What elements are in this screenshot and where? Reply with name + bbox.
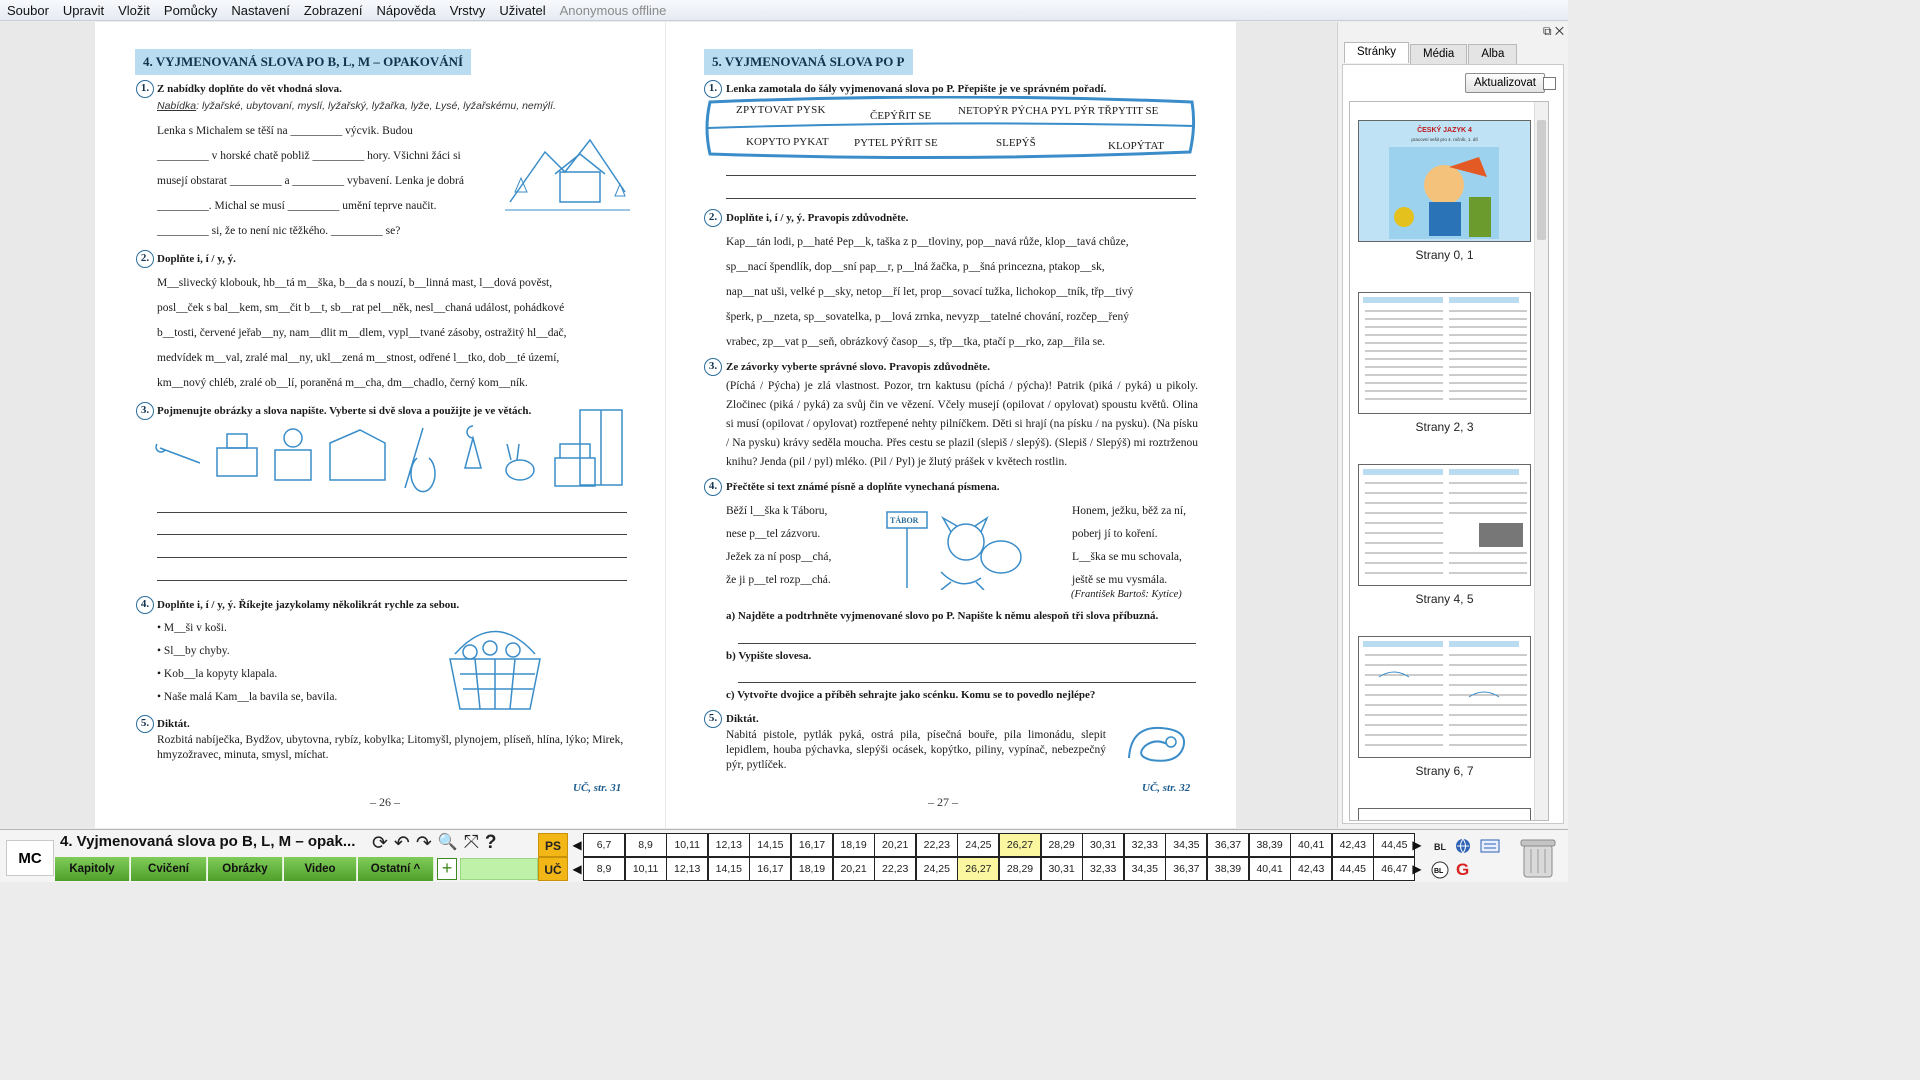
prev-arrow-icon[interactable]: ◀ (572, 862, 582, 876)
nav-other[interactable]: Ostatní ^ (358, 857, 434, 881)
subtask-b: b) Vypište slovesa. (726, 650, 812, 662)
redo-icon[interactable]: ↷ (415, 833, 432, 854)
menu-bar (0, 0, 1568, 21)
cover-illustration (1389, 147, 1499, 239)
nav-exercises[interactable]: Cvičení (131, 857, 207, 881)
page-range-cell[interactable]: 40,41 (1249, 857, 1291, 881)
task-number: 5. (704, 710, 722, 728)
fit-screen-icon[interactable]: ⤧ (463, 832, 479, 853)
dictation-text: Rozbitá nabíječka, Bydžov, ubytovna, rybíz, kobylka; Litomyšl, plynojem, plíseň, hlína, lýko; Mirek, hmyzožravec, minuta, smysl, míchat. (157, 734, 624, 761)
page-range-cell[interactable]: 6,7 (583, 833, 625, 857)
nav-images[interactable]: Obrázky (208, 857, 283, 881)
task-instruction: Doplňte i, í / y, ý. Pravopis zdůvodněte. (726, 212, 909, 224)
text-line: medvídek m__val, zralé mal__ny, ukl__zená m__stnost, odřené l__tko, dob__té území, (157, 352, 560, 364)
page-range-cell[interactable]: 14,15 (749, 833, 791, 857)
page-range-cell[interactable]: 28,29 (1041, 833, 1083, 857)
page-range-cell[interactable]: 46,47 (1373, 857, 1415, 881)
textbook-reference: UČ, str. 32 (1142, 782, 1191, 794)
menu-zobrazeni[interactable]: Zobrazení (303, 2, 363, 18)
add-button[interactable]: + (437, 858, 457, 880)
text-line: _________ si, že to není nic těžkého. _________ se? (157, 225, 401, 237)
song-line: nese p__tel zázvoru. (726, 528, 821, 540)
page-number: – 27 – (928, 795, 958, 809)
task-text (157, 617, 337, 709)
task-instruction: Ze závorky vyberte správné slovo. Pravopis zdůvodněte. (726, 361, 990, 373)
page-range-cell[interactable]: 42,43 (1332, 833, 1374, 857)
thumbnail-scrollbar[interactable] (1534, 102, 1548, 820)
offer-words: : lyžařské, ubytovaní, myslí, lyžařský, lyžařka, lyže, Lysé, lyžařskému, nemýlí. (196, 100, 556, 112)
menu-napoveda[interactable]: Nápověda (376, 2, 436, 18)
song-line: že ji p__tel rozp__chá. (726, 574, 831, 586)
task-text: (Píchá / Pýcha) je zlá vlastnost. Pozor, trn kaktusu (píchá / pýcha)! Patrik (piká / pyká) u pikoly. Zločinec (piká / pyká) za svůj čin ve vězení. Včely musejí (opilovat / opylovat) spoustu květů. Olina si musí (opilovat / opylovat) roztřepené nehty pilníčkem. Děti si hrají (na písku / na pysku). (Na písku / Na pysku) krávy seděla moucha. Přes cestu se plazil (slepiš / slepýš). (Slepiš / Slepýš) mi roztrženou knihu? Jenda (pil / pyl) mléko. (Pil / Pyl) je žlutý prášek v květech rostlin. (726, 380, 1198, 468)
thumbnail-label: Strany 6, 7 (1415, 764, 1474, 778)
page-range-cell[interactable]: 10,11 (625, 857, 667, 881)
section-title: 4. VYJMENOVANÁ SLOVA PO B, L, M – OPAKOVÁNÍ (135, 49, 471, 75)
task-number: 5. (136, 715, 154, 733)
scarf-word: NETOPÝR PÝCHA PYL PÝR TŘPYTIT SE (958, 105, 1159, 117)
answer-line[interactable] (726, 198, 1196, 199)
text-line: Lenka s Michalem se těší na _________ výcvik. Budou (157, 125, 413, 137)
thumbnail-pages-4-5[interactable] (1358, 464, 1531, 586)
answer-line[interactable] (157, 580, 627, 581)
page-range-cell[interactable]: 38,39 (1207, 857, 1249, 881)
text-line: posl__ček s bal__kem, sm__čit b__t, sb__rat pel__něk, nesl__chaná událost, pohádkové (157, 302, 565, 314)
page-range-cell[interactable]: 40,41 (1290, 833, 1332, 857)
g-icon[interactable]: G (1456, 860, 1470, 879)
pages-panel (1342, 64, 1564, 824)
song-line: Honem, ježku, běž za ní, (1072, 505, 1186, 517)
page-range-cell[interactable]: 14,15 (708, 857, 750, 881)
page-range-cell[interactable]: 34,35 (1124, 857, 1166, 881)
text-line: km__nový chléb, zralé ob__lí, poraněná m__cha, dm__chadlo, černý kom__ník. (157, 377, 528, 389)
next-arrow-icon[interactable]: ▶ (1412, 862, 1422, 876)
page-viewer[interactable] (0, 22, 1336, 828)
task-number: 1. (136, 80, 154, 98)
tab-pages[interactable]: Stránky (1344, 42, 1409, 63)
page-range-cell[interactable]: 44,45 (1332, 857, 1374, 881)
scrollbar-thumb[interactable] (1537, 120, 1546, 240)
page-range-cell[interactable]: 34,35 (1165, 833, 1207, 857)
menu-uzivatel[interactable]: Uživatel (499, 2, 546, 18)
page-range-cell[interactable]: 36,37 (1207, 833, 1249, 857)
song-author: (František Bartoš: Kytice) (1071, 589, 1182, 600)
offer-label: Nabídka (157, 100, 197, 112)
page-range-cell[interactable]: 8,9 (583, 857, 625, 881)
page-range-cell[interactable]: 44,45 (1373, 833, 1415, 857)
auto-refresh-checkbox[interactable] (1543, 77, 1556, 90)
text-line: • Sl__by chyby. (157, 645, 230, 657)
page-range-cell[interactable]: 16,17 (791, 833, 833, 857)
section-title: 5. VYJMENOVANÁ SLOVA PO P (704, 49, 913, 75)
page-range-cell[interactable]: 12,13 (708, 833, 750, 857)
task-instruction: Pojmenujte obrázky a slova napište. Vyberte si dvě slova a použijte je ve větách. (157, 405, 532, 417)
task-number: 4. (136, 596, 154, 614)
text-line: musejí obstarat _________ a _________ vybavení. Lenka je dobrá (157, 175, 464, 187)
task-text (157, 271, 629, 396)
textbook-label: UČ (538, 857, 568, 881)
thumbnail-list[interactable] (1349, 101, 1549, 821)
thumbnail-pages-6-7[interactable] (1358, 636, 1531, 758)
user-status: Anonymous offline (559, 2, 667, 18)
answer-line[interactable] (157, 512, 627, 513)
task-instruction: Doplňte i, í / y, ý. Říkejte jazykolamy několikrát rychle za sebou. (157, 599, 460, 611)
subtask-a: a) Najděte a podtrhněte vyjmenované slovo po P. Napište k němu alespoň tři slova příbuzná. (726, 610, 1159, 622)
scarf-word: PYTEL PÝŘIT SE (854, 137, 938, 149)
text-line: sp__nací špendlík, dop__sní pap__r, p__lná žačka, p__šná princezna, ptakop__sk, (726, 261, 1105, 273)
text-line: • Naše malá Kam__la bavila se, bavila. (157, 691, 338, 703)
tool-icons (372, 832, 497, 855)
bottom-toolbar (0, 829, 1568, 882)
undo-icon[interactable]: ↶ (393, 833, 410, 854)
snake-illustration (1121, 718, 1196, 773)
dictation-text: Nabitá pistole, pytlák pyká, ostrá pila, písečná bouře, pila limonádu, slepit lepidlem, houba pýchavka, slepýši ocásek, kopýtko, piliny, vypínač, nebezpečný pýr, pytlíček. (726, 729, 1106, 771)
textbook-reference: UČ, str. 31 (573, 782, 622, 794)
page-range-cell[interactable]: 8,9 (625, 833, 667, 857)
scarf-word: ČEPÝŘIT SE (870, 110, 932, 122)
text-line: šperk, p__nzeta, sp__sovatelka, p__lová zrnka, nevyzp__tatelné chování, rozčep__řený (726, 311, 1129, 323)
empty-slot[interactable] (460, 858, 538, 880)
page-27 (666, 22, 1236, 828)
refresh-button[interactable]: Aktualizovat (1465, 73, 1545, 93)
scarf-word: SLEPÝŠ (996, 137, 1036, 149)
page-range-cell[interactable]: 16,17 (749, 857, 791, 881)
page-number: – 26 – (370, 795, 400, 809)
document-title: 4. Vyjmenovaná slova po B, L, M – opak... (60, 833, 356, 850)
page-range-cell[interactable]: 10,11 (666, 833, 708, 857)
page-range-cell[interactable]: 38,39 (1249, 833, 1291, 857)
trash-icon[interactable] (1518, 835, 1558, 879)
sign-label: TÁBOR (890, 516, 919, 525)
next-arrow-icon[interactable]: ▶ (1412, 838, 1422, 852)
workbook-label: PS (538, 833, 568, 857)
mountain-cabin-illustration (505, 132, 630, 217)
text-line: • Kob__la kopyty klapala. (157, 668, 278, 680)
song-line: L__ška se mu schovala, (1072, 551, 1182, 563)
answer-line[interactable] (726, 175, 1196, 176)
menu-vlozit[interactable]: Vložit (118, 2, 150, 18)
page-range-cell[interactable]: 22,23 (874, 857, 916, 881)
text-line: • M__ši v koši. (157, 622, 227, 634)
task-instruction: Diktát. (726, 713, 759, 725)
svg-text:BL: BL (1434, 868, 1444, 875)
page-range-cell[interactable]: 12,13 (666, 857, 708, 881)
bl-icon[interactable]: BL (1434, 842, 1446, 852)
objects-illustration (155, 408, 630, 493)
tab-albums[interactable]: Alba (1468, 44, 1517, 65)
menu-nastaveni[interactable]: Nastavení (231, 2, 290, 18)
pages-sidebar (1337, 22, 1568, 828)
task-number: 1. (704, 80, 722, 98)
nav-video[interactable]: Video (284, 857, 357, 881)
thumbnail-preview (1359, 293, 1531, 414)
answer-line[interactable] (738, 643, 1196, 644)
extra-tools (1428, 834, 1508, 880)
subtask-c: c) Vytvořte dvojice a příběh sehrajte jako scénku. Komu se to povedlo nejlépe? (726, 689, 1096, 701)
page-range-cell[interactable]: 36,37 (1165, 857, 1207, 881)
thumbnail-label: Strany 4, 5 (1415, 592, 1474, 606)
task-instruction: Doplňte i, í / y, ý. (157, 253, 236, 265)
page-range-cell[interactable]: 18,19 (791, 857, 833, 881)
help-icon[interactable]: ? (484, 832, 497, 853)
text-line: vrabec, zp__vat p__seň, obrázkový časop__s, třp__tka, ptačí p__rko, zap__řila se. (726, 336, 1106, 348)
page-range-cell[interactable]: 18,19 (833, 833, 875, 857)
offer-line (157, 100, 556, 112)
text-line: _________. Michal se musí _________ umění teprve naučit. (157, 200, 437, 212)
page-range-cell[interactable]: 20,21 (874, 833, 916, 857)
song-line: ještě se mu vysmála. (1072, 574, 1168, 586)
basket-illustration (435, 614, 555, 719)
thumbnail-preview (1359, 637, 1531, 758)
task-text (157, 119, 502, 244)
page-range-cell[interactable]: 42,43 (1290, 857, 1332, 881)
task-instruction: Diktát. (157, 718, 190, 730)
page-range-cell[interactable]: 20,21 (833, 857, 875, 881)
cover-title: ČESKÝ JAZYK 4 (1417, 127, 1472, 134)
keyboard-icon[interactable] (1480, 839, 1500, 853)
task-instruction: Přečtěte si text známé písně a doplňte vynechaná písmena. (726, 481, 1000, 493)
page-range-cell[interactable]: 26,27 (999, 833, 1041, 857)
menu-soubor[interactable]: Soubor (7, 2, 49, 18)
thumbnail-label: Strany 2, 3 (1415, 420, 1474, 434)
task-number: 2. (704, 209, 722, 227)
scarf-word: ZPYTOVAT PYSK (736, 104, 826, 116)
text-line: b__tosti, červené jeřab__ny, nam__dlit m__dlem, vypl__tvané zásoby, ostražitý hl__dač, (157, 327, 567, 339)
page-range-cell[interactable]: 22,23 (916, 833, 958, 857)
window-controls[interactable]: ⧉ ✕ (1542, 24, 1564, 38)
thumbnail-pages-2-3[interactable] (1358, 292, 1531, 414)
task-instruction: Lenka zamotala do šály vyjmenovaná slova po P. Přepište je ve správném pořadí. (726, 83, 1107, 95)
song-line: Běží l__ška k Táboru, (726, 505, 828, 517)
answer-line[interactable] (157, 534, 627, 535)
search-icon[interactable]: 🔍 (437, 834, 458, 851)
thumbnail-pages-8-9[interactable] (1358, 808, 1531, 821)
refresh-icon[interactable]: ⟳ (372, 833, 388, 854)
bl-circle-icon[interactable] (1430, 861, 1450, 879)
menu-upravit[interactable]: Upravit (62, 2, 105, 18)
menu-pomucky[interactable]: Pomůcky (163, 2, 218, 18)
page-range-cell[interactable]: 28,29 (999, 857, 1041, 881)
globe-icon[interactable] (1454, 837, 1472, 855)
thumbnail-pages-0-1[interactable] (1358, 120, 1531, 242)
song-line: Ježek za ní posp__chá, (726, 551, 832, 563)
task-number: 4. (704, 478, 722, 496)
nav-chapters[interactable]: Kapitoly (55, 857, 130, 881)
thumbnail-preview (1359, 465, 1531, 586)
page-range-cell[interactable]: 24,25 (916, 857, 958, 881)
thumbnail-label: Strany 0, 1 (1415, 248, 1474, 262)
page-range-cell[interactable]: 30,31 (1082, 833, 1124, 857)
page-range-cell[interactable]: 30,31 (1041, 857, 1083, 881)
text-line: M__slivecký klobouk, hb__tá m__ška, b__da s nouzí, b__linná mast, l__dová pověst, (157, 277, 553, 289)
page-range-cell[interactable]: 32,33 (1124, 833, 1166, 857)
song-line: poberj jí to koření. (1072, 528, 1158, 540)
prev-arrow-icon[interactable]: ◀ (572, 838, 582, 852)
answer-line[interactable] (157, 557, 627, 558)
task-number: 3. (704, 358, 722, 376)
text-line: Kap__tán lodi, p__haté Pep__k, taška z p__tloviny, pop__navá růže, klop__tavá chůze, (726, 236, 1129, 248)
task-text (726, 230, 1198, 355)
sidebar-tabs (1344, 44, 1518, 65)
page-26 (95, 22, 665, 828)
page-range-cell[interactable]: 24,25 (957, 833, 999, 857)
song-verse-1 (726, 500, 831, 592)
text-line: nap__nat uši, velké p__sky, netop__ří let, prop__sovací tužka, lichokop__tník, třp__tivý (726, 286, 1134, 298)
answer-line[interactable] (738, 682, 1196, 683)
scarf-word: KLOPÝTAT (1108, 140, 1164, 152)
text-line: _________ v horské chatě pobliž _________ hory. Všichni žáci si (157, 150, 461, 162)
page-range-cell[interactable]: 32,33 (1082, 857, 1124, 881)
cover-subtitle: pracovní sešit pro 4. ročník, 1. díl (1411, 137, 1478, 142)
song-verse-2 (1072, 500, 1186, 592)
page-range-cell[interactable]: 26,27 (957, 857, 999, 881)
task-number: 2. (136, 250, 154, 268)
mc-logo[interactable]: MC (6, 840, 54, 876)
task-instruction: Z nabídky doplňte do vět vhodná slova. (157, 83, 342, 95)
menu-vrstvy[interactable]: Vrstvy (449, 2, 486, 18)
scarf-word: KOPYTO PYKAT (746, 136, 829, 148)
task-number: 3. (136, 402, 154, 420)
tab-media[interactable]: Média (1410, 44, 1467, 65)
